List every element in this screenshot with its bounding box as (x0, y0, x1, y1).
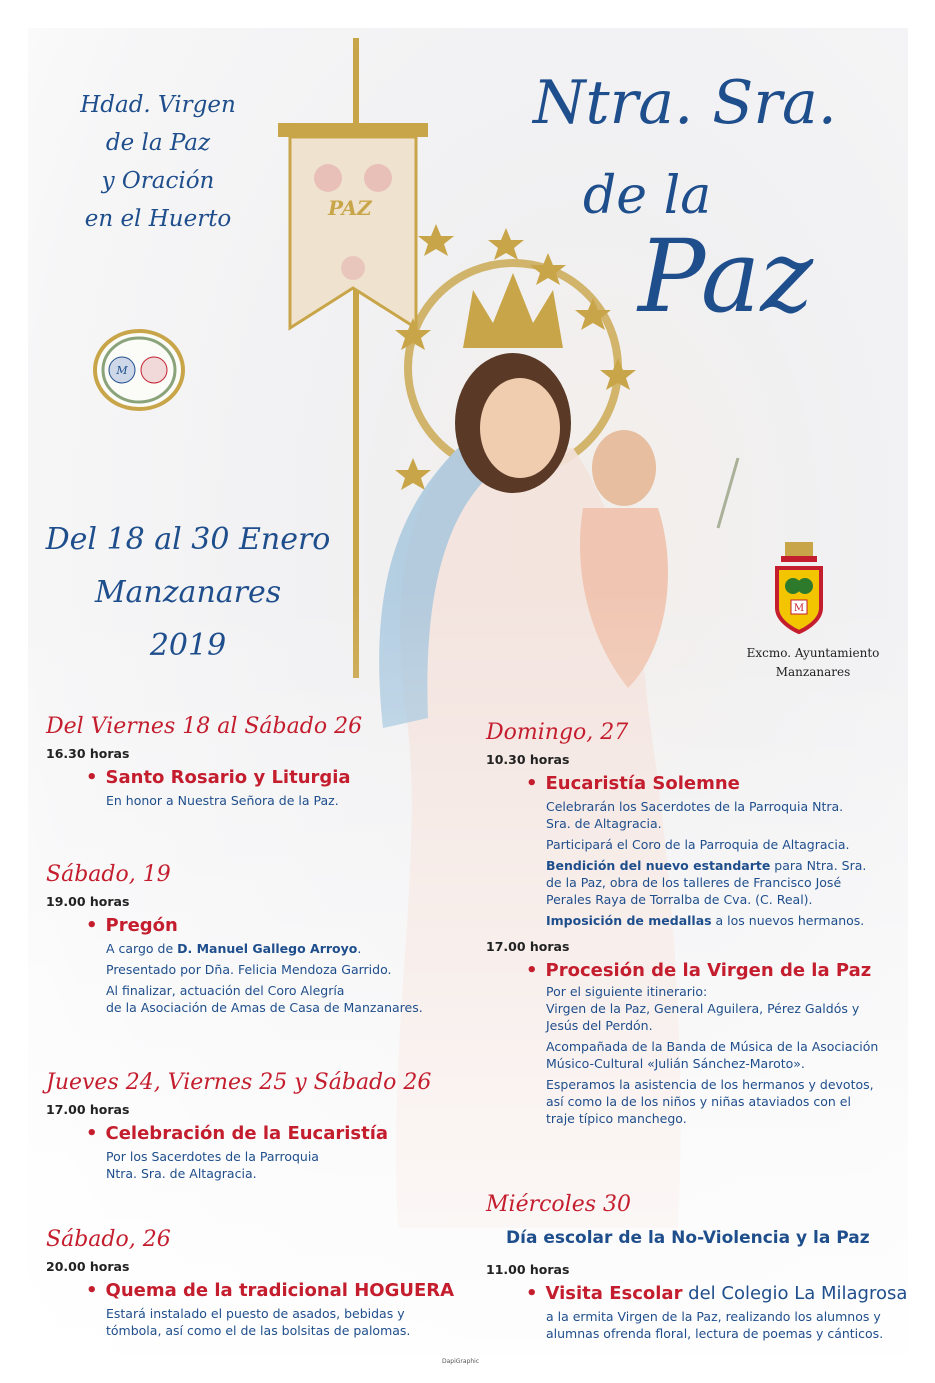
virgin-face (480, 378, 560, 478)
event-time: 17.00 horas (486, 939, 570, 954)
hermandad-emblem-icon (92, 328, 186, 412)
event-desc: Imposición de medallas a los nuevos hermanos. (546, 913, 865, 928)
schedule-right-2 (486, 1190, 908, 1342)
event-desc: Al finalizar, actuación del Coro Alegría de la Asociación de Amas de Casa de Manzanares. (106, 983, 423, 1015)
coat-of-arms-icon (771, 538, 827, 636)
event-desc: Celebrarán los Sacerdotes de la Parroquia Ntra. Sra. de Altagracia. (546, 799, 844, 831)
event-desc: Bendición del nuevo estandarte para Ntra. Sra. de la Paz, obra de los talleres de Francisco José Perales Raya de Torralba de Cva. (C. Real). (546, 858, 867, 907)
ayuntamiento-line: Manzanares (775, 665, 851, 679)
section-title: Jueves 24, Viernes 25 y Sábado 26 (46, 1070, 432, 1095)
dates-year: 2019 (149, 628, 227, 663)
event-title: • Pregón (86, 915, 178, 936)
event-desc: Acompañada de la Banda de Música de la Asociación Músico-Cultural «Julián Sánchez-Maroto». (546, 1039, 879, 1071)
event-name: Procesión de la Virgen de la Paz (545, 960, 872, 981)
crown-icon (463, 273, 563, 348)
event-name: Visita Escolar (545, 1283, 683, 1304)
event-time: 11.00 horas (486, 1262, 570, 1277)
event-desc: A cargo de D. Manuel Gallego Arroyo. (106, 941, 362, 956)
banner-text: PAZ (328, 196, 372, 220)
event-time: 17.00 horas (46, 1102, 130, 1117)
event-title: • Celebración de la Eucaristía (86, 1123, 389, 1144)
section-title: Domingo, 27 (486, 720, 629, 745)
schedule-left-3 (46, 1068, 486, 1182)
hermandad-line: y Oración (101, 168, 215, 194)
event-dates (38, 513, 338, 672)
event-time: 16.30 horas (46, 746, 130, 761)
event-name: Eucaristía Solemne (545, 773, 740, 794)
speaker-name: D. Manuel Gallego Arroyo (177, 941, 358, 956)
dates-town: Manzanares (94, 575, 282, 610)
section-title: Sábado, 19 (46, 862, 171, 887)
event-name: Quema de la tradicional HOGUERA (105, 1280, 455, 1301)
event-name: Santo Rosario y Liturgia (105, 767, 351, 788)
event-title: • Eucaristía Solemne (526, 773, 740, 794)
title-line-3: Paz (638, 218, 814, 335)
section-title: Del Viernes 18 al Sábado 26 (46, 714, 363, 739)
title-line-2: de la (583, 166, 712, 226)
section-subtitle: Día escolar de la No-Violencia y la Paz (506, 1228, 870, 1248)
event-name-tail: del Colegio La Milagrosa (682, 1283, 908, 1304)
hermandad-line: en el Huerto (84, 206, 232, 232)
printer-credit: DapiGraphic (442, 1358, 480, 1365)
child-face (592, 430, 656, 506)
event-desc: Estará instalado el puesto de asados, bebidas y tómbola, así como el de las bolsitas de palomas. (106, 1306, 411, 1338)
event-desc: Participará el Coro de la Parroquia de Altagracia. (546, 837, 850, 852)
olive-branch-icon (718, 458, 738, 528)
svg-text:M: M (116, 364, 128, 377)
ayuntamiento-label (733, 644, 893, 682)
schedule-left-1 (46, 712, 466, 809)
event-name: Celebración de la Eucaristía (105, 1123, 389, 1144)
event-time: 10.30 horas (486, 752, 570, 767)
event-title: • Visita Escolar del Colegio La Milagrosa (526, 1283, 908, 1304)
schedule-left-4 (46, 1225, 486, 1339)
event-time: 20.00 horas (46, 1259, 130, 1274)
hermandad-line: de la Paz (105, 130, 211, 156)
event-desc: Por el siguiente itinerario: Virgen de la Paz, General Aguilera, Pérez Galdós y Jesús del Perdón. (546, 984, 860, 1033)
poster-sheet (28, 28, 908, 1355)
schedule-right-1 (486, 718, 901, 1127)
event-title: • Procesión de la Virgen de la Paz (526, 960, 872, 981)
event-desc: Presentado por Dña. Felicia Mendoza Garrido. (106, 962, 392, 977)
hermandad-line: Hdad. Virgen (80, 92, 236, 118)
event-name: Pregón (105, 915, 178, 936)
event-desc: En honor a Nuestra Señora de la Paz. (106, 793, 339, 808)
event-desc: a la ermita Virgen de la Paz, realizando los alumnos y alumnas ofrenda floral, lectura de poemas y cánticos. (546, 1309, 884, 1341)
section-title: Miércoles 30 (486, 1192, 631, 1217)
event-time: 19.00 horas (46, 894, 130, 909)
event-desc: Por los Sacerdotes de la Parroquia Ntra. Sra. de Altagracia. (106, 1149, 319, 1181)
svg-text:M: M (793, 603, 805, 614)
event-title: • Santo Rosario y Liturgia (86, 767, 351, 788)
title-line-1: Ntra. Sra. (533, 68, 837, 138)
hermandad-name (38, 86, 278, 238)
schedule-left-2 (46, 860, 486, 1016)
dates-range: Del 18 al 30 Enero (45, 522, 331, 557)
event-title: • Quema de la tradicional HOGUERA (86, 1280, 455, 1301)
event-desc: Esperamos la asistencia de los hermanos y devotos, así como la de los niños y niñas ataviados con el traje típico manchego. (546, 1077, 874, 1126)
ayuntamiento-line: Excmo. Ayuntamiento (746, 646, 880, 660)
section-title: Sábado, 26 (46, 1227, 171, 1252)
